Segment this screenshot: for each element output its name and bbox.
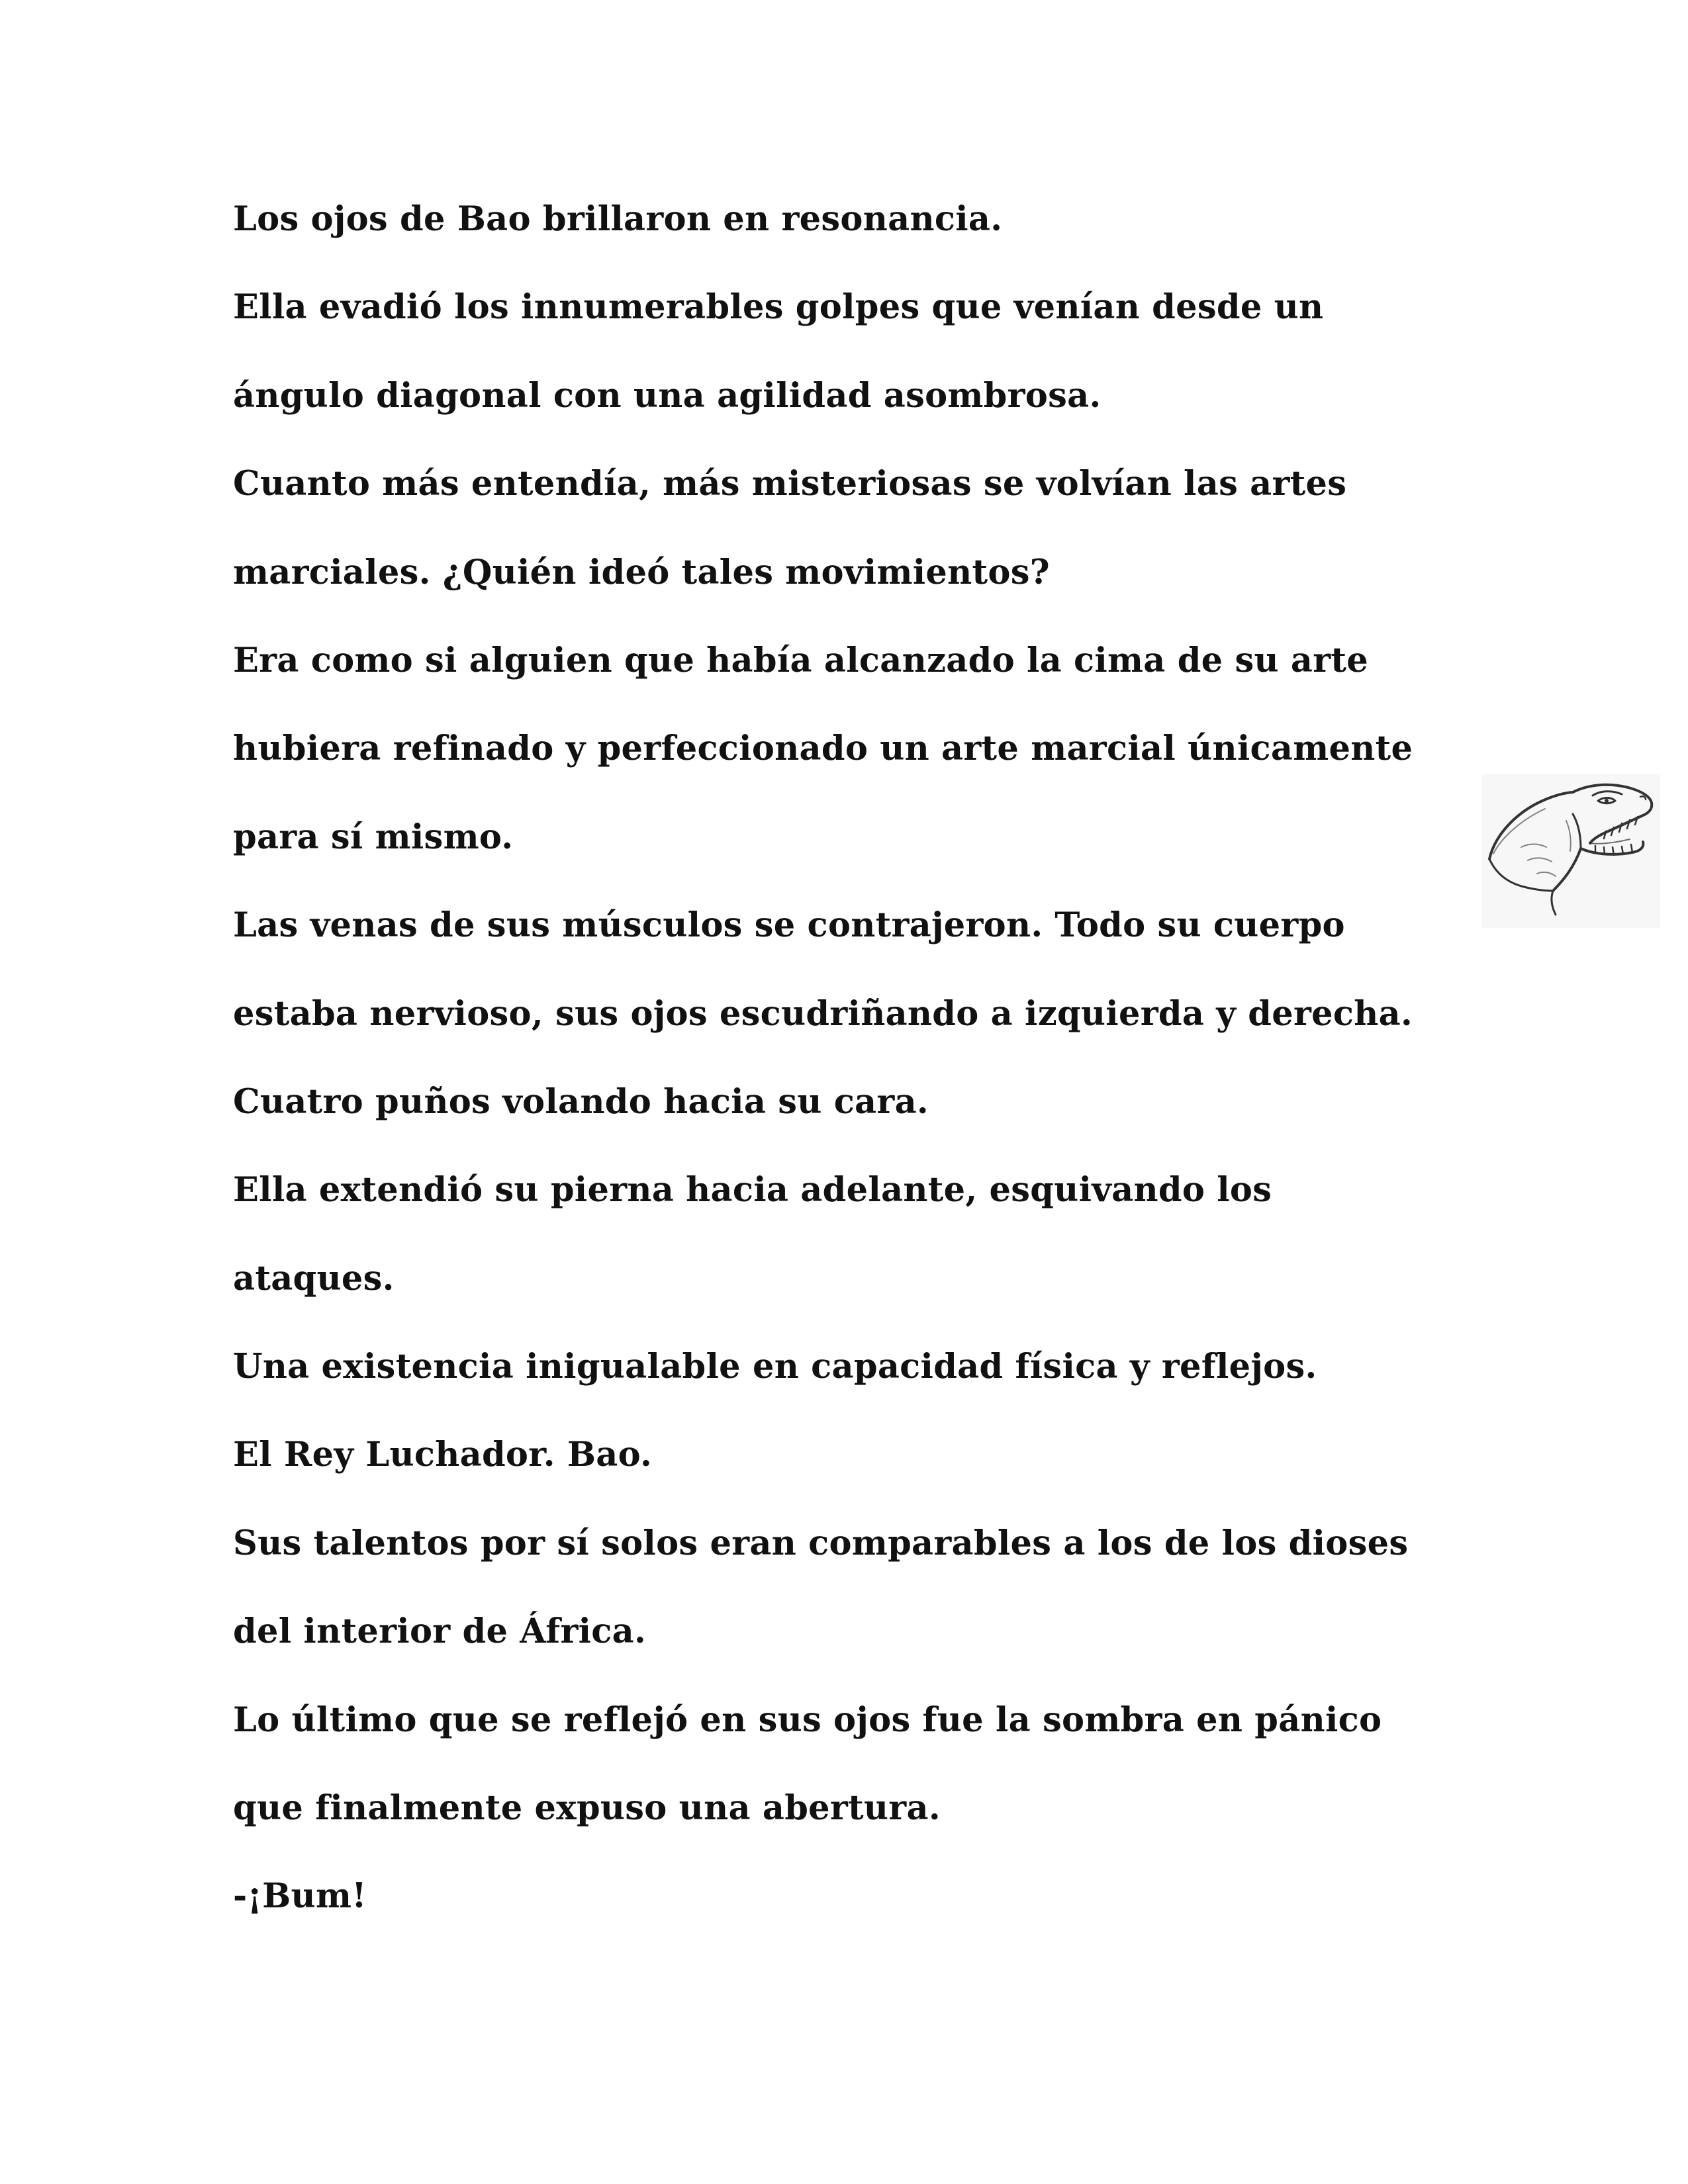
dinosaur-head-sketch-icon [1481, 774, 1660, 928]
text-line-13: ataques. [233, 1258, 395, 1298]
text-line-6: Era como si alguien que había alcanzado la cima de su arte [233, 640, 1369, 680]
text-line-16: Sus talentos por sí solos eran comparables a los de los dioses [233, 1523, 1409, 1563]
text-line-1: Los ojos de Bao brillaron en resonancia. [233, 199, 1003, 239]
text-line-19: que finalmente expuso una abertura. [233, 1788, 941, 1829]
text-line-20: -¡Bum! [233, 1876, 367, 1917]
text-line-10: estaba nervioso, sus ojos escudriñando a izquierda y derecha. [233, 993, 1413, 1034]
text-line-15: El Rey Luchador. Bao. [233, 1435, 653, 1475]
text-line-17: del interior de África. [233, 1612, 647, 1652]
text-line-18: Lo último que se reflejó en sus ojos fue la sombra en pánico [233, 1700, 1382, 1740]
text-line-7: hubiera refinado y perfeccionado un arte marcial únicamente [233, 729, 1413, 769]
text-line-2: Ella evadió los innumerables golpes que venían desde un [233, 287, 1324, 328]
text-line-8: para sí mismo. [233, 817, 514, 857]
text-line-14: Una existencia inigualable en capacidad física y reflejos. [233, 1347, 1317, 1387]
text-line-9: Las venas de sus músculos se contrajeron. Todo su cuerpo [233, 905, 1345, 946]
text-line-11: Cuatro puños volando hacia su cara. [233, 1081, 929, 1122]
text-line-12: Ella extendió su pierna hacia adelante, esquivando los [233, 1170, 1272, 1210]
text-line-3: ángulo diagonal con una agilidad asombrosa. [233, 375, 1102, 416]
text-line-5: marciales. ¿Quién ideó tales movimientos? [233, 552, 1050, 592]
story-text [233, 196, 1491, 1962]
text-line-4: Cuanto más entendía, más misteriosas se volvían las artes [233, 464, 1347, 504]
